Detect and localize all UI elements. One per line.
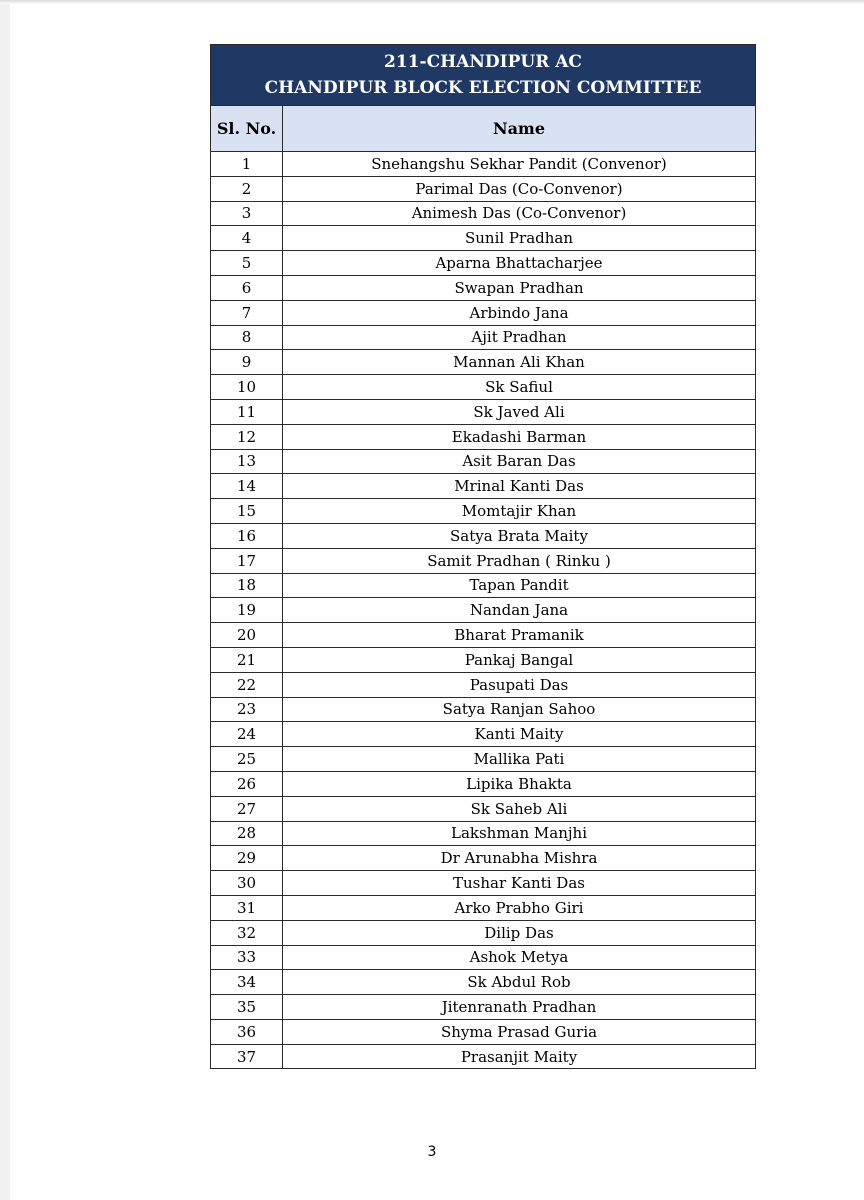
serial-number-cell: 13 [211,449,283,474]
table-row [211,499,756,524]
member-name-cell: Lipika Bhakta [283,771,756,796]
member-name-cell: Tushar Kanti Das [283,871,756,896]
table-row [211,920,756,945]
serial-number-cell: 37 [211,1044,283,1069]
member-name-cell: Arko Prabho Giri [283,895,756,920]
table-title [211,45,756,106]
member-name-cell: Parimal Das (Co-Convenor) [283,176,756,201]
member-name-cell: Ajit Pradhan [283,325,756,350]
top-edge-shadow [0,0,864,4]
member-name-cell: Mrinal Kanti Das [283,474,756,499]
member-name-cell: Swapan Pradhan [283,275,756,300]
table-row [211,697,756,722]
member-name-cell: Sk Safiul [283,375,756,400]
table-row [211,325,756,350]
serial-number-cell: 21 [211,647,283,672]
table-row [211,573,756,598]
table-row [211,523,756,548]
member-name-cell: Sk Javed Ali [283,399,756,424]
serial-number-cell: 11 [211,399,283,424]
serial-number-cell: 10 [211,375,283,400]
member-name-cell: Pankaj Bangal [283,647,756,672]
serial-number-cell: 16 [211,523,283,548]
table-row [211,251,756,276]
table-row [211,970,756,995]
table-row [211,375,756,400]
table-row [211,672,756,697]
page-number: 3 [427,1144,437,1160]
serial-number-cell: 23 [211,697,283,722]
member-name-cell: Aparna Bhattacharjee [283,251,756,276]
member-name-cell: Mallika Pati [283,747,756,772]
title-line-2: CHANDIPUR BLOCK ELECTION COMMITTEE [264,78,702,98]
serial-number-cell: 6 [211,275,283,300]
serial-number-cell: 24 [211,722,283,747]
serial-number-cell: 29 [211,846,283,871]
table-row [211,548,756,573]
table-row [211,226,756,251]
serial-number-cell: 32 [211,920,283,945]
table-row [211,201,756,226]
serial-number-cell: 22 [211,672,283,697]
table-row [211,895,756,920]
serial-number-cell: 8 [211,325,283,350]
header-row [211,106,756,152]
serial-number-cell: 15 [211,499,283,524]
table-row [211,474,756,499]
member-name-cell: Pasupati Das [283,672,756,697]
serial-number-cell: 12 [211,424,283,449]
member-name-cell: Bharat Pramanik [283,623,756,648]
serial-number-cell: 5 [211,251,283,276]
serial-number-cell: 4 [211,226,283,251]
serial-number-cell: 30 [211,871,283,896]
member-name-cell: Arbindo Jana [283,300,756,325]
table-row [211,152,756,177]
member-name-cell: Kanti Maity [283,722,756,747]
member-name-cell: Snehangshu Sekhar Pandit (Convenor) [283,152,756,177]
member-name-cell: Shyma Prasad Guria [283,1019,756,1044]
member-name-cell: Sunil Pradhan [283,226,756,251]
serial-number-cell: 31 [211,895,283,920]
member-name-cell: Samit Pradhan ( Rinku ) [283,548,756,573]
serial-number-cell: 26 [211,771,283,796]
member-name-cell: Asit Baran Das [283,449,756,474]
table-row [211,995,756,1020]
table-row [211,722,756,747]
member-name-cell: Momtajir Khan [283,499,756,524]
serial-number-cell: 17 [211,548,283,573]
member-name-cell: Sk Saheb Ali [283,796,756,821]
column-header-sl-no: Sl. No. [211,106,283,152]
column-header-name: Name [283,106,756,152]
member-name-cell: Jitenranath Pradhan [283,995,756,1020]
member-name-cell: Dr Arunabha Mishra [283,846,756,871]
member-name-cell: Lakshman Manjhi [283,821,756,846]
member-name-cell: Sk Abdul Rob [283,970,756,995]
serial-number-cell: 7 [211,300,283,325]
table-row [211,1044,756,1069]
table-row [211,796,756,821]
member-name-cell: Ekadashi Barman [283,424,756,449]
serial-number-cell: 28 [211,821,283,846]
table-row [211,275,756,300]
serial-number-cell: 2 [211,176,283,201]
table-row [211,449,756,474]
serial-number-cell: 18 [211,573,283,598]
table-row [211,424,756,449]
table-row [211,176,756,201]
table-body [211,152,756,1069]
serial-number-cell: 9 [211,350,283,375]
member-name-cell: Satya Brata Maity [283,523,756,548]
table-row [211,300,756,325]
serial-number-cell: 36 [211,1019,283,1044]
member-name-cell: Satya Ranjan Sahoo [283,697,756,722]
table-row [211,771,756,796]
member-name-cell: Ashok Metya [283,945,756,970]
table-row [211,623,756,648]
table-row [211,747,756,772]
title-line-1: 211-CHANDIPUR AC [384,52,582,72]
table-row [211,821,756,846]
serial-number-cell: 19 [211,598,283,623]
serial-number-cell: 33 [211,945,283,970]
table-row [211,945,756,970]
table-row [211,399,756,424]
table-row [211,1019,756,1044]
serial-number-cell: 27 [211,796,283,821]
table-row [211,871,756,896]
serial-number-cell: 35 [211,995,283,1020]
serial-number-cell: 34 [211,970,283,995]
table-row [211,598,756,623]
table-row [211,647,756,672]
table-row [211,350,756,375]
serial-number-cell: 1 [211,152,283,177]
serial-number-cell: 3 [211,201,283,226]
member-name-cell: Prasanjit Maity [283,1044,756,1069]
member-name-cell: Animesh Das (Co-Convenor) [283,201,756,226]
member-name-cell: Dilip Das [283,920,756,945]
serial-number-cell: 20 [211,623,283,648]
member-name-cell: Mannan Ali Khan [283,350,756,375]
committee-table [210,44,756,1069]
serial-number-cell: 14 [211,474,283,499]
table-row [211,846,756,871]
serial-number-cell: 25 [211,747,283,772]
member-name-cell: Tapan Pandit [283,573,756,598]
member-name-cell: Nandan Jana [283,598,756,623]
